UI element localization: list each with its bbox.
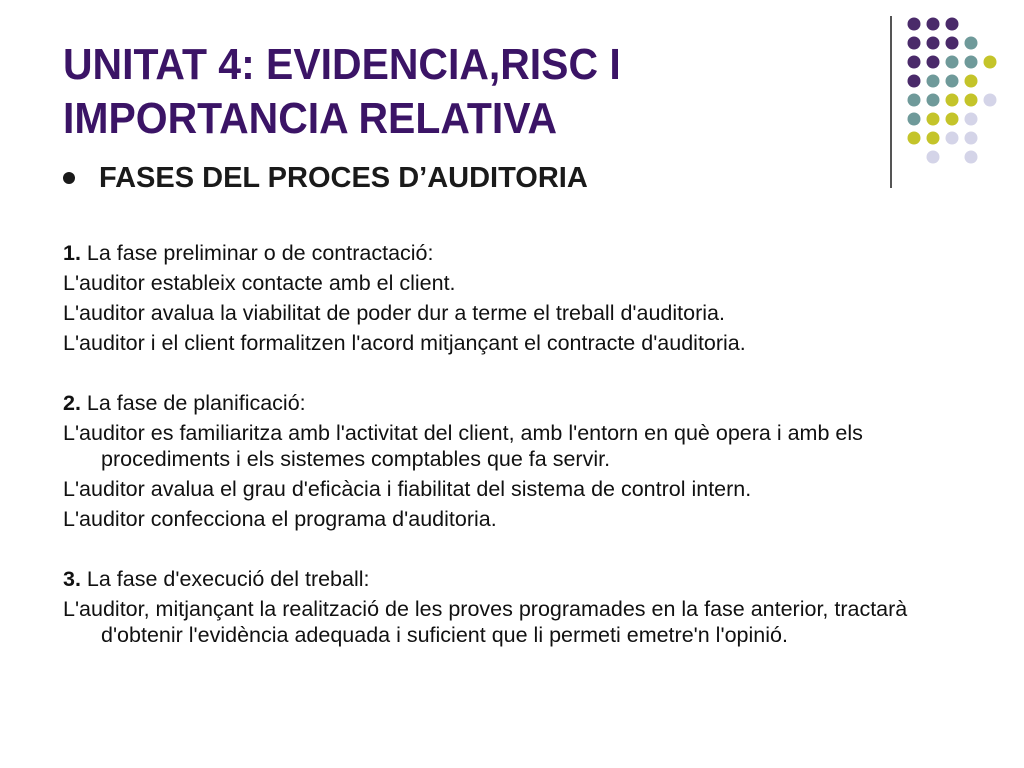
decor-dot	[946, 94, 959, 107]
decor-dot	[965, 56, 978, 69]
bullet-dot-icon	[63, 172, 75, 184]
decor-dot	[965, 75, 978, 88]
decor-dot	[908, 132, 921, 145]
decor-dot	[927, 37, 940, 50]
section-3	[63, 566, 943, 648]
slide-body	[63, 240, 943, 652]
decor-dot	[927, 132, 940, 145]
spacer	[63, 360, 943, 390]
decor-dot	[927, 56, 940, 69]
decor-dot	[984, 94, 997, 107]
section-line: L'auditor avalua la viabilitat de poder dur a terme el treball d'auditoria.	[63, 301, 725, 325]
decor-dot	[927, 94, 940, 107]
bullet-item	[63, 160, 588, 196]
section-heading	[63, 390, 943, 416]
decorative-dot-grid	[900, 14, 1010, 164]
decor-dot	[927, 113, 940, 126]
slide-title-line-1: UNITAT 4: EVIDENCIA,RISC I	[63, 40, 621, 89]
decor-dot	[946, 18, 959, 31]
decor-dot	[908, 56, 921, 69]
slide-title-line-2: IMPORTANCIA RELATIVA	[63, 94, 558, 143]
section-1	[63, 240, 943, 356]
decor-dot	[965, 37, 978, 50]
decor-dot	[908, 75, 921, 88]
decor-dot	[946, 37, 959, 50]
section-2	[63, 390, 943, 532]
decor-dot	[965, 132, 978, 145]
slide-title	[63, 38, 807, 146]
section-line: L'auditor i el client formalitzen l'acord mitjançant el contracte d'auditoria.	[63, 331, 746, 355]
decor-dot	[965, 151, 978, 164]
divider-line	[890, 16, 892, 188]
section-heading	[63, 240, 943, 266]
section-line: L'auditor es familiaritza amb l'activitat del client, amb l'entorn en què opera i amb els procediments i els sistemes comptables que fa servir.	[63, 421, 863, 471]
decor-dot	[984, 56, 997, 69]
section-heading-text: La fase preliminar o de contractació:	[80, 241, 434, 265]
section-line: L'auditor estableix contacte amb el client.	[63, 271, 456, 295]
decor-dot	[908, 18, 921, 31]
section-heading-text: La fase de planificació:	[80, 391, 306, 415]
decor-dot	[946, 75, 959, 88]
section-line: L'auditor confecciona el programa d'auditoria.	[63, 507, 497, 531]
decor-dot	[908, 94, 921, 107]
decor-dot	[908, 113, 921, 126]
spacer	[63, 536, 943, 566]
decor-dot	[946, 132, 959, 145]
decor-dot	[946, 56, 959, 69]
decor-dot	[965, 113, 978, 126]
bullet-text: FASES DEL PROCES D’AUDITORIA	[99, 161, 588, 194]
decor-dot	[946, 113, 959, 126]
section-number: 3.	[63, 567, 81, 591]
section-number: 2.	[63, 391, 81, 415]
decor-dot	[927, 151, 940, 164]
section-line: L'auditor avalua el grau d'eficàcia i fiabilitat del sistema de control intern.	[63, 477, 752, 501]
section-heading	[63, 566, 943, 592]
section-number: 1.	[63, 241, 81, 265]
decor-dot	[908, 37, 921, 50]
section-heading-text: La fase d'execució del treball:	[80, 567, 370, 591]
decor-dot	[965, 94, 978, 107]
decor-dot	[927, 75, 940, 88]
section-line: L'auditor, mitjançant la realització de les proves programades en la fase anterior, tractarà d'obtenir l'evidència adequada i suficient que li permeti emetre'n l'opinió.	[63, 597, 908, 647]
decor-dot	[927, 18, 940, 31]
